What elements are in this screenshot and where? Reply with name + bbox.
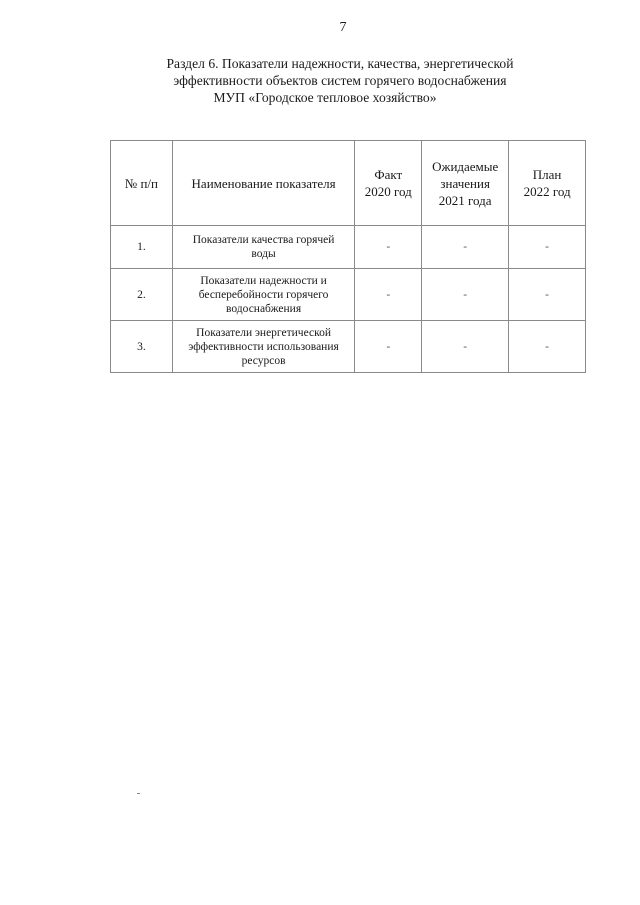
row-number: 1. bbox=[111, 226, 173, 269]
header-plan-line-1: План bbox=[532, 167, 562, 182]
row-number: 3. bbox=[111, 321, 173, 373]
indicator-name-line: эффективности использования bbox=[188, 340, 339, 353]
table-row bbox=[111, 269, 586, 321]
cell-plan-2022: - bbox=[509, 321, 586, 373]
row-number: 2. bbox=[111, 269, 173, 321]
page-number: 7 bbox=[339, 20, 347, 35]
cell-plan-2022: - bbox=[509, 226, 586, 269]
cell-expected-2021: - bbox=[422, 321, 509, 373]
header-fact-2020 bbox=[355, 141, 422, 226]
scan-artifact-mark bbox=[137, 793, 140, 794]
row-indicator-name bbox=[172, 226, 355, 269]
header-number bbox=[111, 141, 173, 226]
cell-expected-2021: - bbox=[422, 269, 509, 321]
row-indicator-name bbox=[172, 321, 355, 373]
section-title bbox=[130, 55, 550, 106]
header-fact-line-2: 2020 год bbox=[364, 184, 412, 199]
header-number-label: № п/п bbox=[124, 175, 158, 191]
header-indicator-name bbox=[172, 141, 355, 226]
section-title-line-1: Раздел 6. Показатели надежности, качества, энергетической bbox=[166, 56, 514, 71]
indicator-name-line: водоснабжения bbox=[226, 302, 302, 315]
indicator-name-line: воды bbox=[251, 248, 276, 260]
cell-fact-2020: - bbox=[355, 226, 422, 269]
indicators-table bbox=[110, 140, 586, 373]
indicator-name-line: Показатели надежности и bbox=[200, 274, 327, 287]
header-expected-line-3: 2021 года bbox=[438, 192, 492, 208]
cell-expected-2021: - bbox=[422, 226, 509, 269]
cell-plan-2022: - bbox=[509, 269, 586, 321]
table-header-row bbox=[111, 141, 586, 226]
cell-fact-2020: - bbox=[355, 269, 422, 321]
indicator-name-line: Показатели качества горячей bbox=[192, 234, 335, 246]
header-plan-2022 bbox=[509, 141, 586, 226]
table-row bbox=[111, 321, 586, 373]
section-title-line-3: МУП «Городское тепловое хозяйство» bbox=[213, 90, 437, 105]
row-indicator-name bbox=[172, 269, 355, 321]
header-fact-line-1: Факт bbox=[374, 167, 403, 182]
indicator-name-line: Показатели энергетической bbox=[196, 326, 331, 339]
header-expected-line-2: значения bbox=[440, 175, 490, 191]
cell-fact-2020: - bbox=[355, 321, 422, 373]
section-title-line-2: эффективности объектов систем горячего водоснабжения bbox=[173, 73, 507, 88]
header-expected-line-1: Ожидаемые bbox=[432, 158, 499, 174]
table-row bbox=[111, 226, 586, 269]
header-indicator-name-label: Наименование показателя bbox=[191, 175, 336, 191]
header-plan-line-2: 2022 год bbox=[523, 184, 571, 199]
indicator-name-line: ресурсов bbox=[241, 354, 286, 367]
indicator-name-line: бесперебойности горячего bbox=[198, 288, 329, 301]
header-expected-2021 bbox=[422, 141, 509, 226]
